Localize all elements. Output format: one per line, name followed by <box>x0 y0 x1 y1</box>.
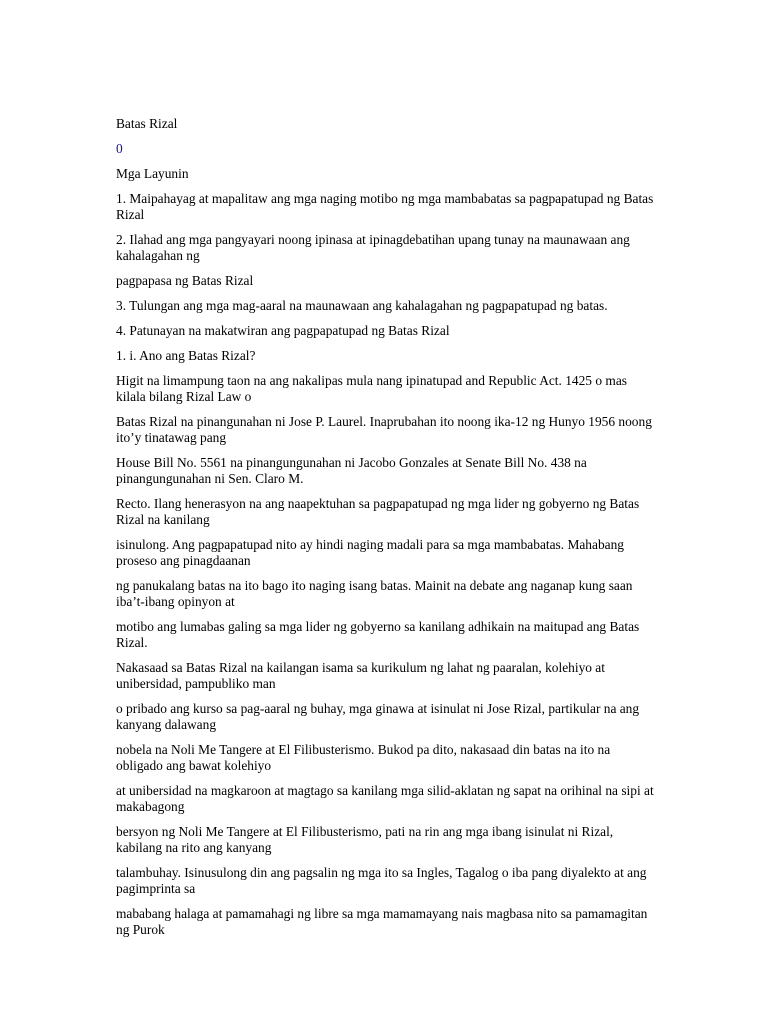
paragraph: Nakasaad sa Batas Rizal na kailangan isama sa kurikulum ng lahat ng paaralan, kolehiyo at unibersidad, pampubliko man <box>116 660 605 691</box>
document-page <box>116 116 656 947</box>
paragraph: mababang halaga at pamamahagi ng libre sa mga mamamayang nais magbasa nito sa pamamagitan ng Purok <box>116 906 648 937</box>
paragraph: at unibersidad na magkaroon at magtago sa kanilang mga silid-aklatan ng sapat na orihinal na sipi at makabagong <box>116 783 654 814</box>
section-heading: Mga Layunin <box>116 166 189 181</box>
paragraph: ng panukalang batas na ito bago ito naging isang batas. Mainit na debate ang naganap kung saan iba’t-ibang opinyon at <box>116 578 633 609</box>
page-link[interactable]: 0 <box>116 141 123 156</box>
paragraph: o pribado ang kurso sa pag-aaral ng buhay, mga ginawa at isinulat ni Jose Rizal, partikular na ang kanyang dalawang <box>116 701 640 732</box>
paragraph: 4. Patunayan na makatwiran ang pagpapatupad ng Batas Rizal <box>116 323 450 338</box>
paragraph: isinulong. Ang pagpapatupad nito ay hindi naging madali para sa mga mambabatas. Mahabang proseso ang pinagdaanan <box>116 537 624 568</box>
paragraph: talambuhay. Isinusulong din ang pagsalin ng mga ito sa Ingles, Tagalog o iba pang diyalekto at ang pagimprinta sa <box>116 865 647 896</box>
paragraph: 1. Maipahayag at mapalitaw ang mga naging motibo ng mga mambabatas sa pagpapatupad ng Batas Rizal <box>116 191 654 222</box>
paragraph: nobela na Noli Me Tangere at El Filibusterismo. Bukod pa dito, nakasaad din batas na ito na obligado ang bawat kolehiyo <box>116 742 611 773</box>
paragraph: bersyon ng Noli Me Tangere at El Filibusterismo, pati na rin ang mga ibang isinulat ni Rizal, kabilang na rito ang kanyang <box>116 824 614 855</box>
paragraph: Batas Rizal na pinangunahan ni Jose P. Laurel. Inaprubahan ito noong ika-12 ng Hunyo 1956 noong ito’y tinatawag pang <box>116 414 652 445</box>
paragraph: pagpapasa ng Batas Rizal <box>116 273 254 288</box>
document-title: Batas Rizal <box>116 116 178 131</box>
paragraph: 2. Ilahad ang mga pangyayari noong ipinasa at ipinagdebatihan upang tunay na maunawaan ang kahalagahan ng <box>116 232 630 263</box>
paragraph: House Bill No. 5561 na pinangungunahan ni Jacobo Gonzales at Senate Bill No. 438 na pinangungunahan ni Sen. Claro M. <box>116 455 587 486</box>
paragraph: Recto. Ilang henerasyon na ang naapektuhan sa pagpapatupad ng mga lider ng gobyerno ng Batas Rizal na kanilang <box>116 496 640 527</box>
paragraph: 3. Tulungan ang mga mag-aaral na maunawaan ang kahalagahan ng pagpapatupad ng batas. <box>116 298 608 313</box>
paragraph: motibo ang lumabas galing sa mga lider ng gobyerno sa kanilang adhikain na maitupad ang Batas Rizal. <box>116 619 640 650</box>
paragraph: 1. i. Ano ang Batas Rizal? <box>116 348 256 363</box>
paragraph: Higit na limampung taon na ang nakalipas mula nang ipinatupad and Republic Act. 1425 o mas kilala bilang Rizal Law o <box>116 373 627 404</box>
